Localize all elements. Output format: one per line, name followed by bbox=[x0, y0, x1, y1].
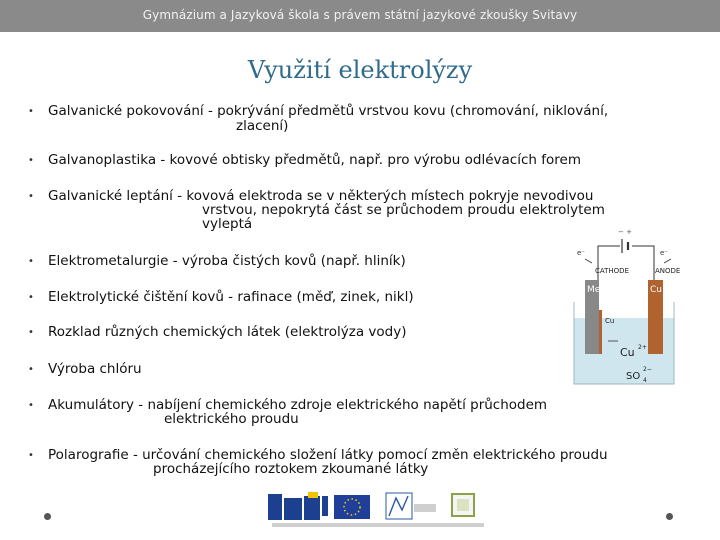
op-vk-logo bbox=[452, 494, 474, 516]
bullet-icon: • bbox=[28, 450, 34, 461]
copper-ion-label: Cu bbox=[620, 346, 635, 359]
wire-right bbox=[632, 246, 654, 284]
school-header: Gymnázium a Jazyková škola s právem státní jazykové zkoušky Svitavy bbox=[142, 8, 578, 22]
sulfate-charge: 2− bbox=[643, 366, 652, 373]
esf-logo bbox=[268, 492, 328, 520]
sulfate-label: SO bbox=[626, 371, 641, 382]
bullet-icon: • bbox=[28, 256, 34, 267]
electron-label-right: e⁻ bbox=[660, 249, 669, 257]
wire-left bbox=[598, 246, 620, 284]
copper-ion-charge: 2+ bbox=[638, 344, 647, 351]
bullet-text-continued: elektrického proudu bbox=[164, 411, 299, 427]
sulfate-subscript: 4 bbox=[643, 377, 647, 384]
funding-logos bbox=[262, 490, 494, 530]
bullet-text-continued: procházejícího roztokem zkoumané látky bbox=[153, 461, 429, 477]
bullet-text-continued: zlacení) bbox=[236, 118, 289, 134]
nav-dot-right[interactable] bbox=[666, 513, 673, 520]
anode-label: ANODE bbox=[655, 267, 681, 275]
slide-title: Využití elektrolýzy bbox=[247, 56, 473, 84]
bullet-text: Polarografie - určování chemického složení látky pomocí změn elektrického proudu bbox=[48, 447, 608, 463]
nav-dot-left[interactable] bbox=[44, 513, 51, 520]
eu-flag-logo bbox=[334, 495, 370, 519]
bullet-icon: • bbox=[28, 292, 34, 303]
bullet-text: Rozklad různých chemických látek (elektrolýza vody) bbox=[48, 324, 407, 340]
electron-label-left: e⁻ bbox=[577, 249, 586, 257]
bullet-icon: • bbox=[28, 155, 34, 166]
bullet-text: Elektrometalurgie - výroba čistých kovů (např. hliník) bbox=[48, 253, 406, 269]
bullet-icon: • bbox=[28, 364, 34, 375]
copper-deposit bbox=[599, 310, 602, 354]
electrolysis-diagram bbox=[568, 222, 688, 390]
electron-arrow-left bbox=[585, 259, 592, 263]
battery-label: − + bbox=[618, 228, 632, 236]
bullet-text: Galvanoplastika - kovové obtisky předmětů, např. pro výrobu odlévacích forem bbox=[48, 152, 581, 168]
logo-strip-caption bbox=[272, 523, 484, 527]
bullet-text-continued: vyleptá bbox=[202, 216, 253, 232]
bullet-text: Akumulátory - nabíjení chemického zdroje elektrického napětí průchodem bbox=[48, 397, 548, 413]
anode-metal-label: Cu bbox=[650, 285, 662, 295]
electron-arrow-right bbox=[664, 259, 671, 263]
bullet-text: Galvanické leptání - kovová elektroda se v některých místech pokryje nevodivou bbox=[48, 188, 594, 204]
msmt-logo bbox=[386, 493, 436, 519]
bullet-text: Galvanické pokovování - pokrývání předmětů vrstvou kovu (chromování, niklování, bbox=[48, 103, 609, 119]
bullet-text: Elektrolytické čištění kovů - rafinace (měď, zinek, nikl) bbox=[48, 289, 414, 305]
bullet-text-continued: vrstvou, nepokrytá část se průchodem proudu elektrolytem bbox=[202, 202, 605, 218]
bullet-text: Výroba chlóru bbox=[48, 361, 142, 377]
bullet-icon: • bbox=[28, 327, 34, 338]
bullet-icon: • bbox=[28, 191, 34, 202]
deposit-label: Cu bbox=[605, 317, 615, 325]
bullet-icon: • bbox=[28, 400, 34, 411]
bullet-icon: • bbox=[28, 106, 34, 117]
cathode-label: CATHODE bbox=[595, 267, 629, 275]
cathode-metal-label: Me bbox=[587, 285, 601, 295]
